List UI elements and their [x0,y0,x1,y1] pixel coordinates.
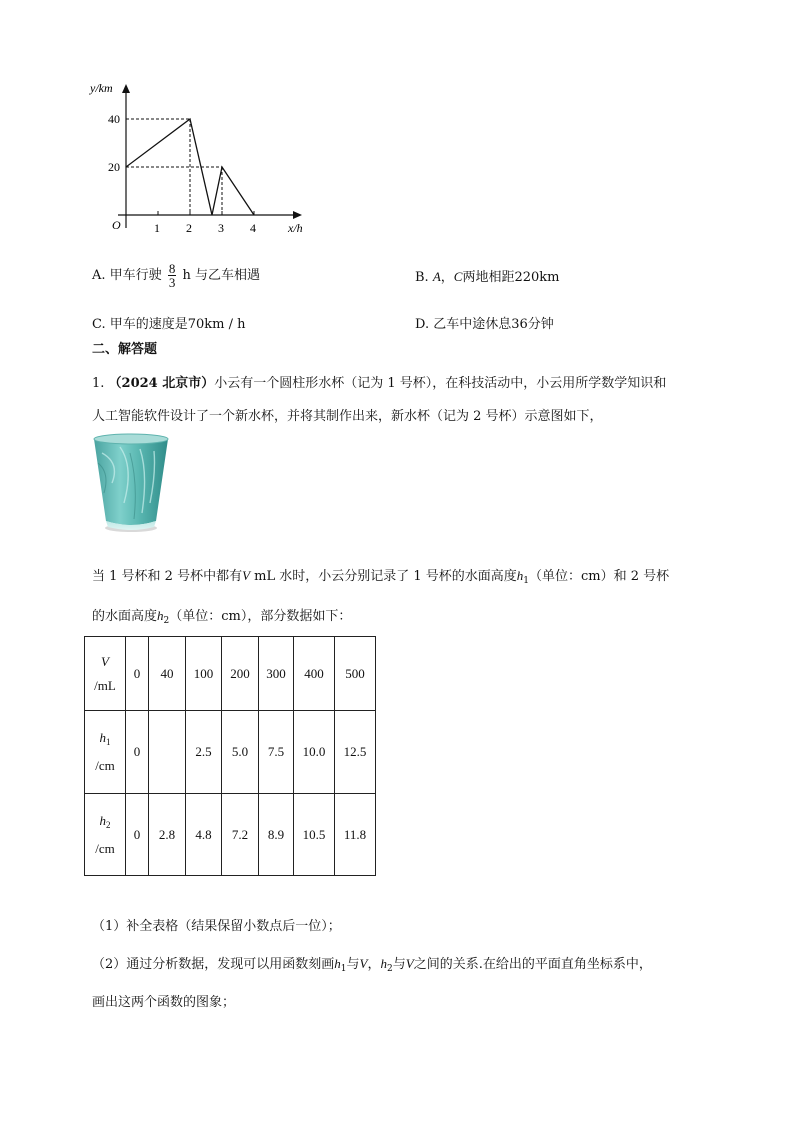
table-row [85,794,376,876]
table-cell: 100 [186,637,222,711]
x-tick-4: 4 [250,221,256,235]
x-tick-2: 2 [186,221,192,235]
question-1: （1）补全表格（结果保留小数点后一位）； [92,919,341,934]
choice-b-prefix: B. [415,270,429,285]
table-cell: 0 [126,711,149,794]
problem-line-3 [92,565,669,586]
table-row [85,637,376,711]
table-cell: 10.5 [294,794,335,876]
var-h2-sub: 2 [163,616,170,626]
line3-part-a: 当 1 号杯和 2 号杯中都有 [92,569,243,584]
row-header-h2: $h_2$ /cm [85,794,126,876]
table-cell: 0 [126,794,149,876]
choice-d[interactable] [415,313,554,332]
row-header-h1: $h_1$ /cm [85,711,126,794]
choice-b[interactable] [415,266,560,285]
y-axis-arrow [122,84,130,93]
line4-part-a: 的水面高度 [92,609,158,624]
table-cell: 11.8 [335,794,376,876]
problem-number: 1. [92,376,105,391]
data-table [84,636,376,876]
fraction-numerator: 8 [168,261,176,276]
table-cell: 0 [126,637,149,711]
distance-time-graph [88,80,318,240]
table-cell: 5.0 [222,711,259,794]
var-h1-sub: 1 [523,576,530,586]
choice-b-text: 两地相距220km [462,270,560,285]
table-cell: 7.5 [259,711,294,794]
table-cell: 7.2 [222,794,259,876]
table-cell: 500 [335,637,376,711]
table-cell: 8.9 [259,794,294,876]
line3-part-b: mL 水时，小云分别记录了 1 号杯的水面高度 [250,569,517,584]
y-axis-label: y/km [90,81,113,95]
problem-line-4 [92,605,351,626]
choice-b-sep: ， [440,270,454,285]
line4-part-b: （单位：cm），部分数据如下： [169,609,352,624]
x-tick-1: 1 [154,221,160,235]
table-cell: 10.0 [294,711,335,794]
section-title: 二、解答题 [92,342,158,357]
problem-line-1 [92,372,666,391]
choice-a-text1: 甲车行驶 [109,268,162,283]
origin-label: O [112,218,121,232]
choice-a-prefix: A. [92,268,106,283]
var-h1: h [516,568,524,583]
x-tick-3: 3 [218,221,224,235]
table-row [85,711,376,794]
problem-text-1: 小云有一个圆柱形水杯（记为 1 号杯），在科技活动中，小云用所学数学知识和 [214,376,667,391]
fraction-denominator: 3 [168,275,176,290]
table-cell-blank[interactable] [149,711,186,794]
row-header-v: V /mL [85,637,126,711]
problem-source: （2024 北京市） [108,376,215,391]
table-cell: 12.5 [335,711,376,794]
choice-d-text: 乙车中途休息36分钟 [433,317,554,332]
choice-b-var-c: C [453,269,463,284]
table-cell: 2.5 [186,711,222,794]
line3-part-c: （单位：cm）和 2 号杯 [529,569,670,584]
table-cell: 4.8 [186,794,222,876]
table-cell: 300 [259,637,294,711]
choice-c-prefix: C. [92,317,106,332]
question-2-line-2: 画出这两个函数的图象； [92,995,236,1010]
choice-a-text2: h 与乙车相遇 [182,268,260,283]
choice-b-var-a: A [432,269,441,284]
choice-a-fraction [168,262,177,289]
cup-image [90,433,172,533]
table-cell: 40 [149,637,186,711]
choice-c[interactable] [92,313,246,332]
choice-c-text: 甲车的速度是70km / h [109,317,246,332]
table-cell: 2.8 [149,794,186,876]
choice-a[interactable] [92,262,260,289]
choice-d-prefix: D. [415,317,430,332]
problem-line-2: 人工智能软件设计了一个新水杯，并将其制作出来，新水杯（记为 2 号杯）示意图如下， [92,409,603,424]
table-cell: 400 [294,637,335,711]
table-cell: 200 [222,637,259,711]
y-tick-40: 40 [108,112,120,126]
question-2-line-1: （2）通过分析数据，发现可以用函数刻画$h_1$与V，$h_2$与V之间的关系.在给出的平面直角坐标系中， [92,956,652,974]
x-axis-label: x/h [288,221,303,235]
var-h2: h [157,608,164,623]
x-axis-arrow [293,211,302,219]
var-v: V [242,568,251,583]
y-tick-20: 20 [108,160,120,174]
